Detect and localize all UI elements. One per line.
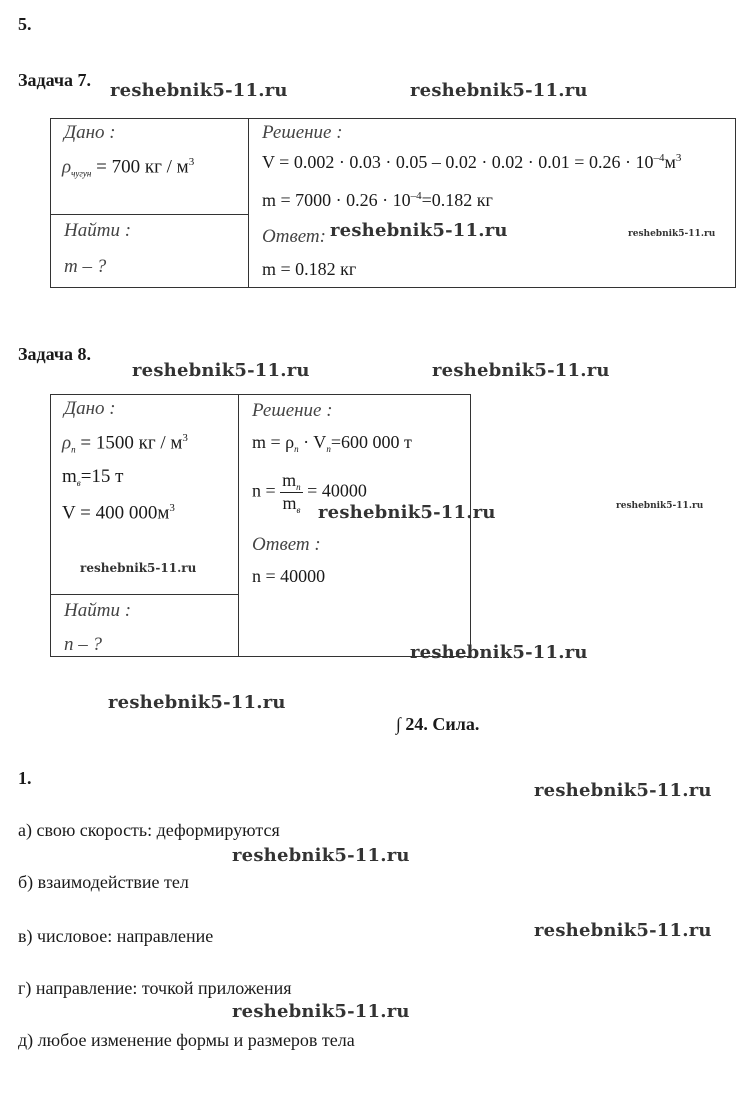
task8-given-volume: V = 400 $000м^3$ <box>62 502 175 524</box>
task8-given-ship-mass: $m_в=15$ т <box>62 466 124 488</box>
watermark-small: reshebnik5-11.ru <box>628 229 716 239</box>
answer-item: б) взаимодействие тел <box>18 872 189 892</box>
task8-solution-count: n = $\frac{m_n}{m_в}$ = 40000 <box>252 470 367 515</box>
watermark: reshebnik5-11.ru <box>410 80 588 101</box>
watermark: reshebnik5-11.ru <box>232 1001 410 1022</box>
task7-solution-mass: $m = 7000 \cdot 0.26 \cdot 10^{-4}=0.182$ кг <box>262 190 493 210</box>
question-number: 1. <box>18 768 32 788</box>
watermark: reshebnik5-11.ru <box>132 360 310 381</box>
task7-given-density: $\rho_{чугун} = 700$ кг / $м^3$ <box>62 156 195 179</box>
task7-solution-volume: $V = 0.002 \cdot 0.03 \cdot 0.05 - 0.02 \cdot 0.02 \cdot 0.01 = 0.26 \cdot 10^{-4}м^3$ <box>262 152 682 172</box>
answer-item: д) любое изменение формы и размеров тела <box>18 1030 355 1050</box>
task8-answer-label: Ответ : <box>252 534 321 555</box>
watermark: reshebnik5-11.ru <box>330 220 508 241</box>
task8-find-label: Найти : <box>64 600 132 621</box>
task7-solution-label: Решение : <box>262 122 343 143</box>
watermark: reshebnik5-11.ru <box>110 80 288 101</box>
task7-answer-label: Ответ: <box>262 226 326 247</box>
task7-answer-value: m = 0.182 кг <box>262 259 357 279</box>
task7-title: Задача 7. <box>18 70 92 90</box>
answer-item: г) направление: точкой приложения <box>18 978 292 998</box>
watermark: reshebnik5-11.ru <box>410 642 588 663</box>
watermark: reshebnik5-11.ru <box>318 502 496 523</box>
watermark: reshebnik5-11.ru <box>232 845 410 866</box>
section-title: ∫ 24. Сила. <box>396 714 480 734</box>
task7-given-label: Дано : <box>64 122 116 143</box>
watermark: reshebnik5-11.ru <box>432 360 610 381</box>
page-number: 5. <box>18 14 32 34</box>
task8-solution-mass: $m = \rho_n \cdot V_n=600$ 000 т <box>252 432 412 454</box>
task8-title: Задача 8. <box>18 344 92 364</box>
watermark-small: reshebnik5-11.ru <box>80 561 197 575</box>
task8-given-density: $\rho_n = 1500$ кг / $м^3$ <box>62 432 188 455</box>
task7-find-label: Найти : <box>64 220 132 241</box>
watermark: reshebnik5-11.ru <box>108 692 286 713</box>
task8-answer-value: n = 40000 <box>252 566 326 586</box>
answer-item: в) числовое: направление <box>18 926 214 946</box>
watermark: reshebnik5-11.ru <box>534 780 712 801</box>
watermark-small: reshebnik5-11.ru <box>616 501 704 511</box>
task8-given-label: Дано : <box>64 398 116 419</box>
task8-solution-label: Решение : <box>252 400 333 421</box>
task8-find-value: n – ? <box>64 634 102 655</box>
task7-find-value: m – ? <box>64 256 107 277</box>
answer-item: а) свою скорость: деформируются <box>18 820 280 840</box>
watermark: reshebnik5-11.ru <box>534 920 712 941</box>
